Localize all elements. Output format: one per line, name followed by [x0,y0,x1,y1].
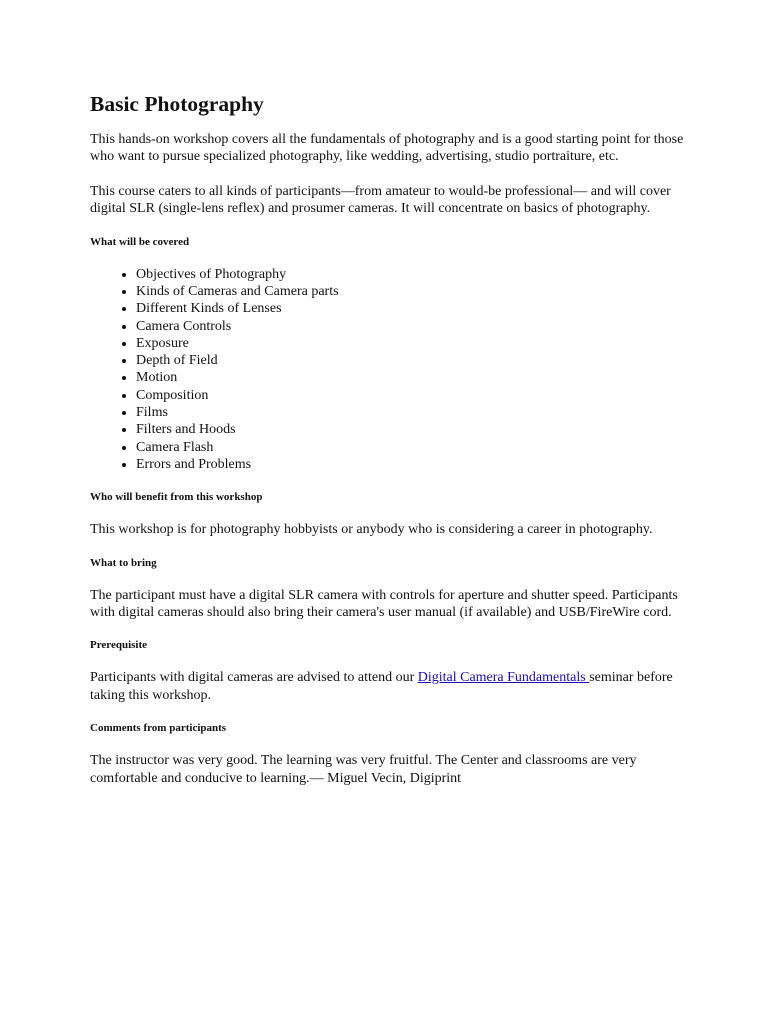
list-item: • Depth of Field [136,352,690,369]
digital-camera-fundamentals-link[interactable]: Digital Camera Fundamentals [417,670,590,686]
bring-text: The participant must have a digital SLR camera with controls for aperture and shutter speed. Participants with digital cameras should also bring their camera's user manual (if available) and USB/FireWire cord. [90,587,678,620]
document-page [90,90,690,804]
intro-paragraph-2: This course caters to all kinds of participants—from amateur to would-be professional— and will cover digital SLR (single-lens reflex) and prosumer cameras. It will concentrate on basics of photography. [90,183,671,217]
list-item: • Camera Flash [136,439,690,456]
list-item: • Camera Controls [136,318,690,335]
list-item: • Filters and Hoods [136,421,690,438]
list-item: • Different Kinds of Lenses [136,300,690,317]
covered-list [90,266,690,474]
comments-text: The instructor was very good. The learning was very fruitful. The Center and classrooms are very comfortable and conducive to learning.— Miguel Vecin, Digiprint [90,753,637,786]
prerequisite-text-before: Participants with digital cameras are advised to attend our [90,670,418,686]
bring-heading: What to bring [90,556,157,569]
list-item: • Exposure [136,335,690,352]
list-item: • Composition [136,387,690,404]
prerequisite-text-after: seminar before taking this workshop. [90,670,673,703]
benefit-heading: Who will benefit from this workshop [90,491,263,504]
prerequisite-heading: Prerequisite [90,639,148,652]
list-item: • Errors and Problems [136,456,690,473]
intro-paragraph-1: This hands-on workshop covers all the fundamentals of photography and is a good starting point for those who want to pursue specialized photography, like wedding, advertising, studio portraiture, etc. [90,132,684,165]
covered-heading: What will be covered [90,235,190,248]
list-item: • Objectives of Photography [136,266,690,283]
list-item: • Kinds of Cameras and Camera parts [136,283,690,300]
benefit-text: This workshop is for photography hobbyists or anybody who is considering a career in photography. [90,522,653,538]
list-item: • Motion [136,369,690,386]
list-item: • Films [136,404,690,421]
prerequisite-text [90,669,690,704]
page-title: Basic Photography [90,92,264,116]
comments-heading: Comments from participants [90,722,227,735]
